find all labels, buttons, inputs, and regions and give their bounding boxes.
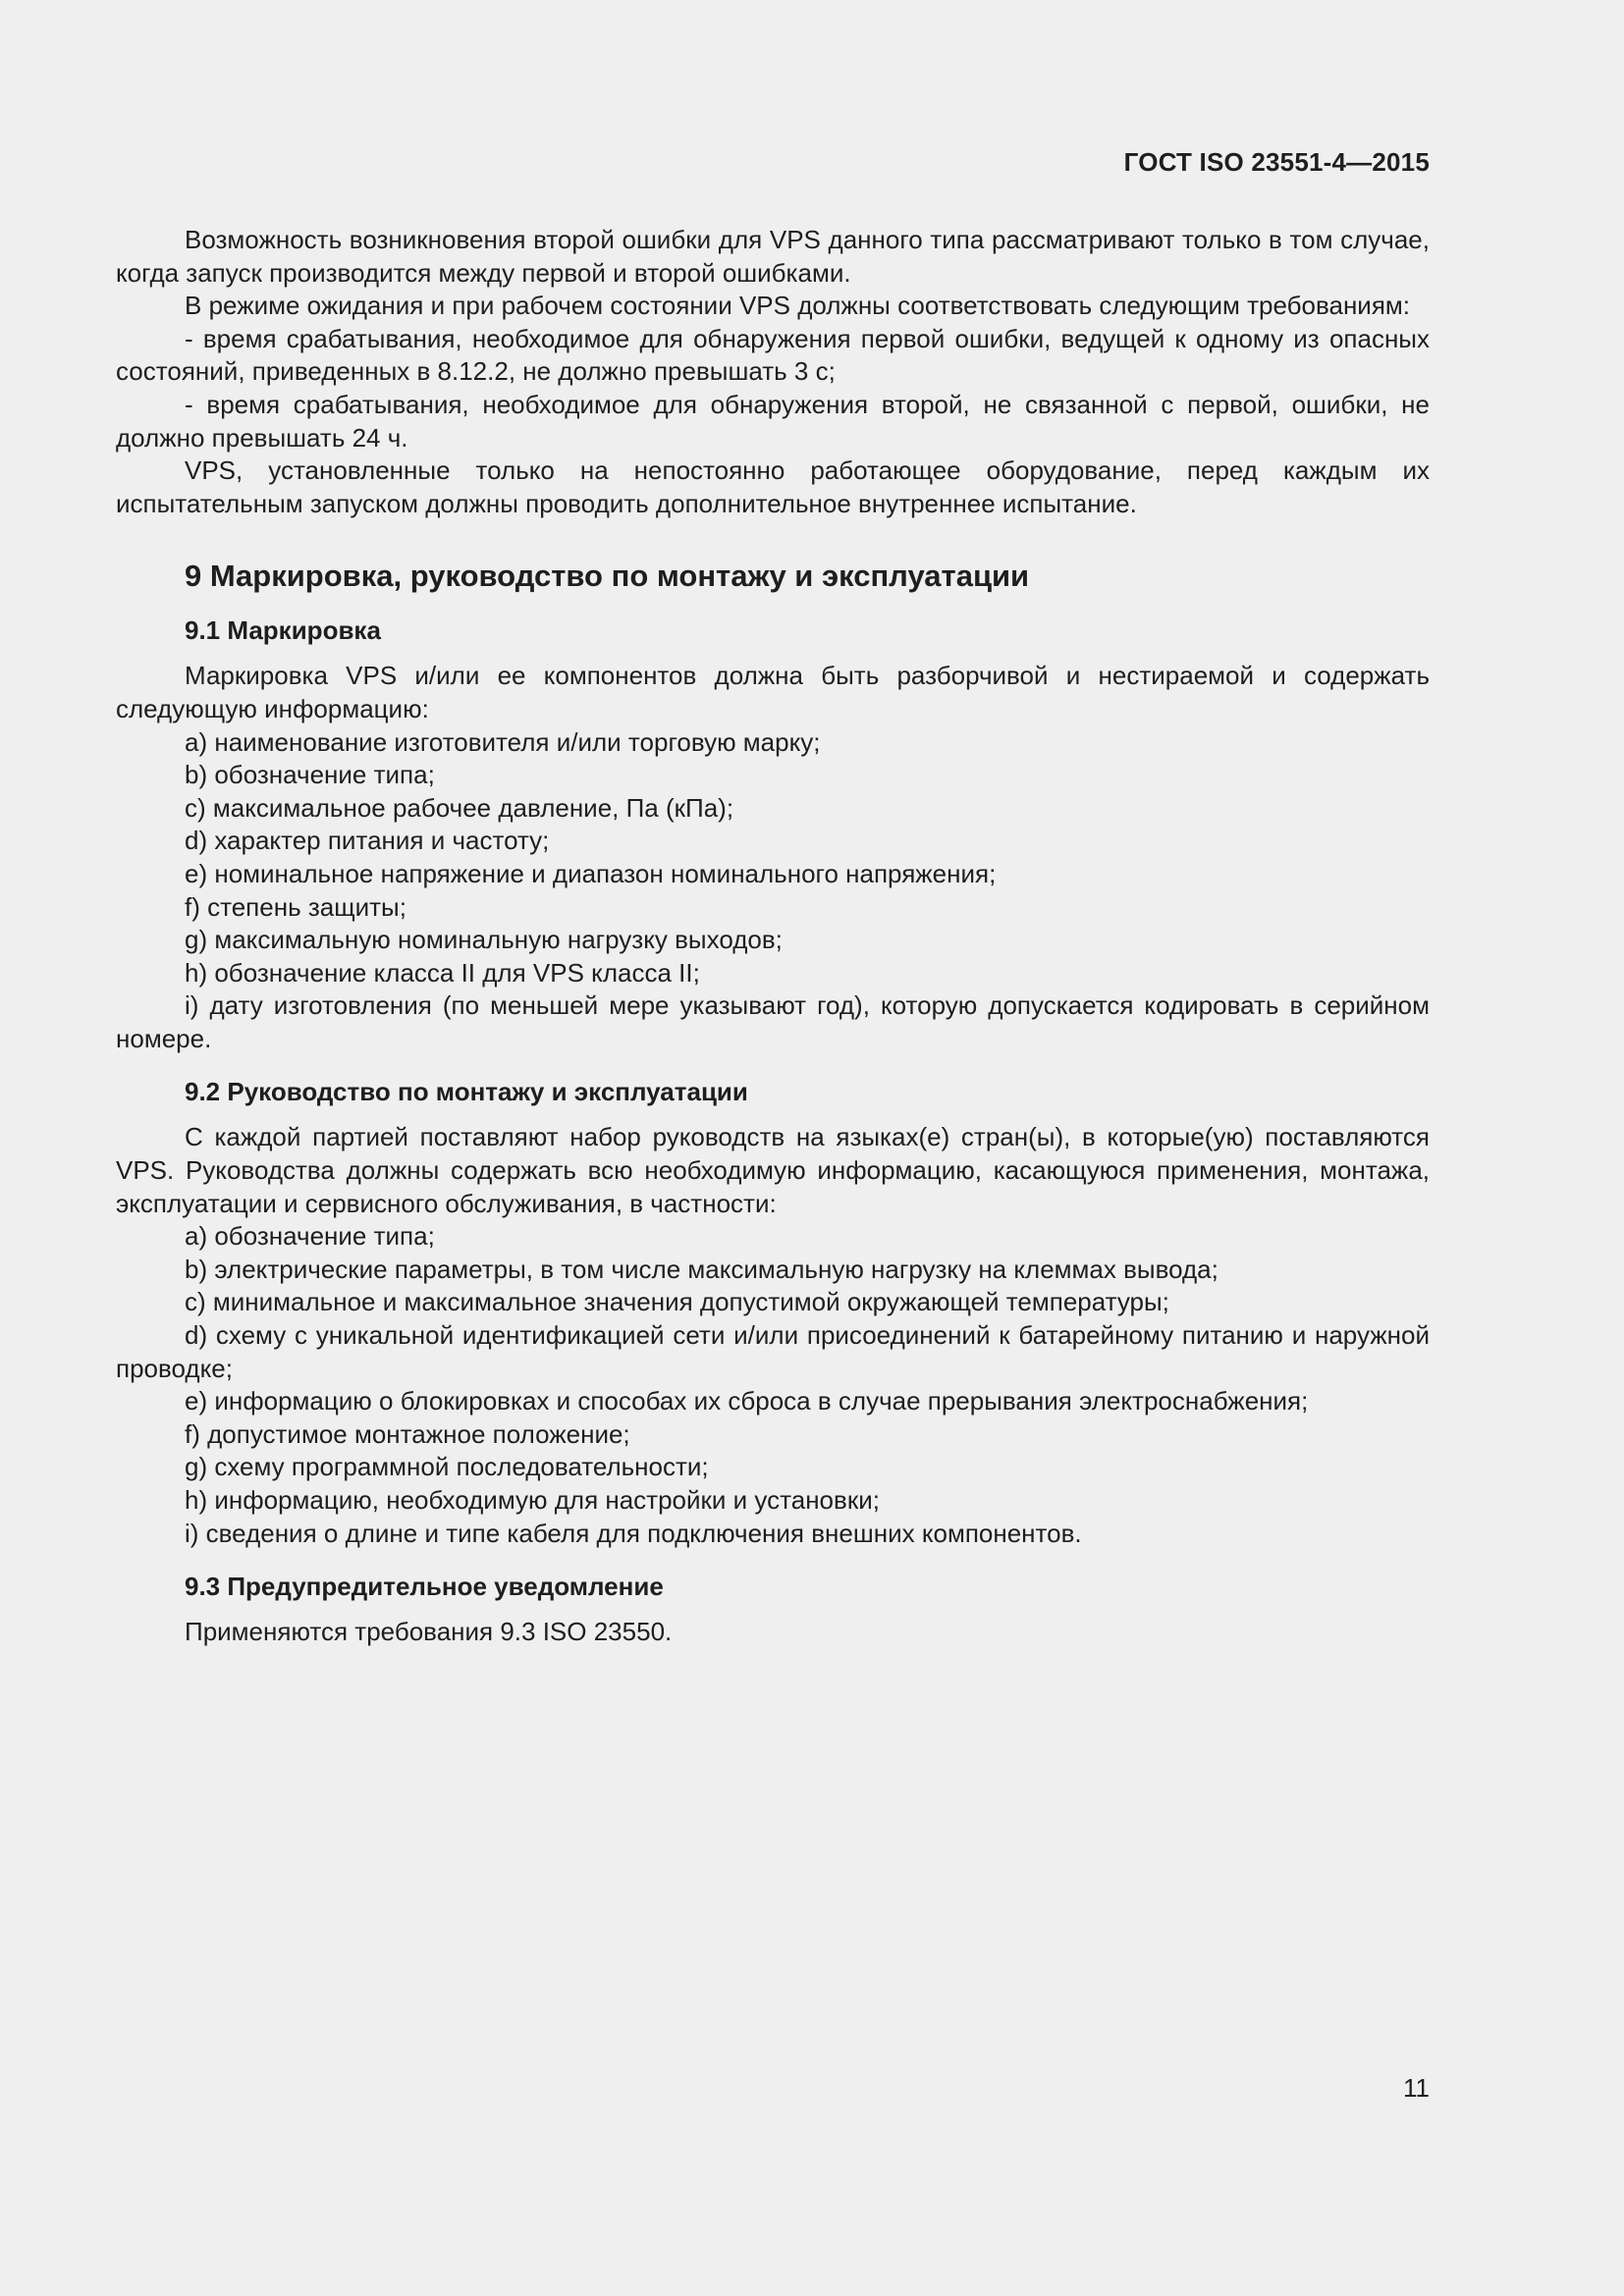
document-body <box>116 224 1430 1649</box>
intro-paragraph-4: - время срабатывания, необходимое для обнаружения второй, не связанной с первой, ошибки, не должно превышать 24 ч. <box>116 389 1430 453</box>
section-9-3-heading: 9.3 Предупредительное уведомление <box>185 1572 664 1602</box>
section-9-1-item-e: e) номинальное напряжение и диапазон номинального напряжения; <box>185 858 997 888</box>
section-9-1-item-b: b) обозначение типа; <box>185 760 435 790</box>
page-number: 11 <box>1403 2073 1430 2103</box>
section-9-1-item-c: c) максимальное рабочее давление, Па (кПа); <box>185 792 734 823</box>
section-9-2-item-d: d) схему с уникальной идентификацией сети и/или присоединений к батарейному питанию и наружной проводке; <box>116 1320 1430 1383</box>
section-9-1-intro: Маркировка VPS и/или ее компонентов должна быть разборчивой и нестираемой и содержать следующую информацию: <box>116 661 1430 723</box>
section-9-1-item-i: i) дату изготовления (по меньшей мере указывают год), которую допускается кодировать в серийном номере. <box>116 990 1430 1053</box>
section-9-1-item-d: d) характер питания и частоту; <box>185 826 550 856</box>
section-9-2-item-b: b) электрические параметры, в том числе максимальную нагрузку на клеммах вывода; <box>185 1254 1218 1284</box>
section-9-1-item-h: h) обозначение класса II для VPS класса II; <box>185 957 700 988</box>
section-9-2-heading: 9.2 Руководство по монтажу и эксплуатации <box>185 1077 748 1107</box>
section-9-2-item-c: c) минимальное и максимальное значения допустимой окружающей температуры; <box>185 1287 1169 1317</box>
section-9-2-item-i: i) сведения о длине и типе кабеля для подключения внешних компонентов. <box>185 1518 1082 1548</box>
section-9-1-item-a: a) наименование изготовителя и/или торговую марку; <box>185 726 821 757</box>
section-9-2-intro: С каждой партией поставляют набор руководств на языках(е) стран(ы), в которые(ую) поставляются VPS. Руководства должны содержать всю необходимую информацию, касающуюся применения, монтажа, эксплуатации и сервисного обслуживания, в частности: <box>116 1122 1430 1218</box>
section-9-2-item-g: g) схему программной последовательности; <box>185 1452 709 1482</box>
section-9-heading: 9 Маркировка, руководство по монтажу и эксплуатации <box>185 559 1030 594</box>
intro-paragraph-1: Возможность возникновения второй ошибки для VPS данного типа рассматривают только в том случае, когда запуск производится между первой и второй ошибками. <box>116 225 1430 288</box>
section-9-3-text: Применяются требования 9.3 ISO 23550. <box>185 1617 673 1647</box>
section-9-2-item-h: h) информацию, необходимую для настройки и установки; <box>185 1485 880 1515</box>
intro-paragraph-5: VPS, установленные только на непостоянно работающее оборудование, перед каждым их испытательным запуском должны проводить дополнительное внутреннее испытание. <box>116 455 1430 518</box>
section-9-2-item-a: a) обозначение типа; <box>185 1221 435 1252</box>
intro-paragraph-3: - время срабатывания, необходимое для обнаружения первой ошибки, ведущей к одному из опасных состояний, приведенных в 8.12.2, не должно превышать 3 с; <box>116 323 1430 387</box>
section-9-2-item-e: e) информацию о блокировках и способах их сброса в случае прерывания электроснабжения; <box>185 1386 1309 1416</box>
section-9-1-item-g: g) максимальную номинальную нагрузку выходов; <box>185 925 783 955</box>
document-code-header: ГОСТ ISO 23551-4—2015 <box>1123 147 1430 177</box>
section-9-1-item-f: f) степень защиты; <box>185 891 406 922</box>
section-9-2-item-f: f) допустимое монтажное положение; <box>185 1418 630 1449</box>
document-page <box>116 0 1430 2296</box>
intro-paragraph-2: В режиме ожидания и при рабочем состоянии VPS должны соответствовать следующим требованиям: <box>185 291 1411 321</box>
section-9-1-heading: 9.1 Маркировка <box>185 615 381 646</box>
